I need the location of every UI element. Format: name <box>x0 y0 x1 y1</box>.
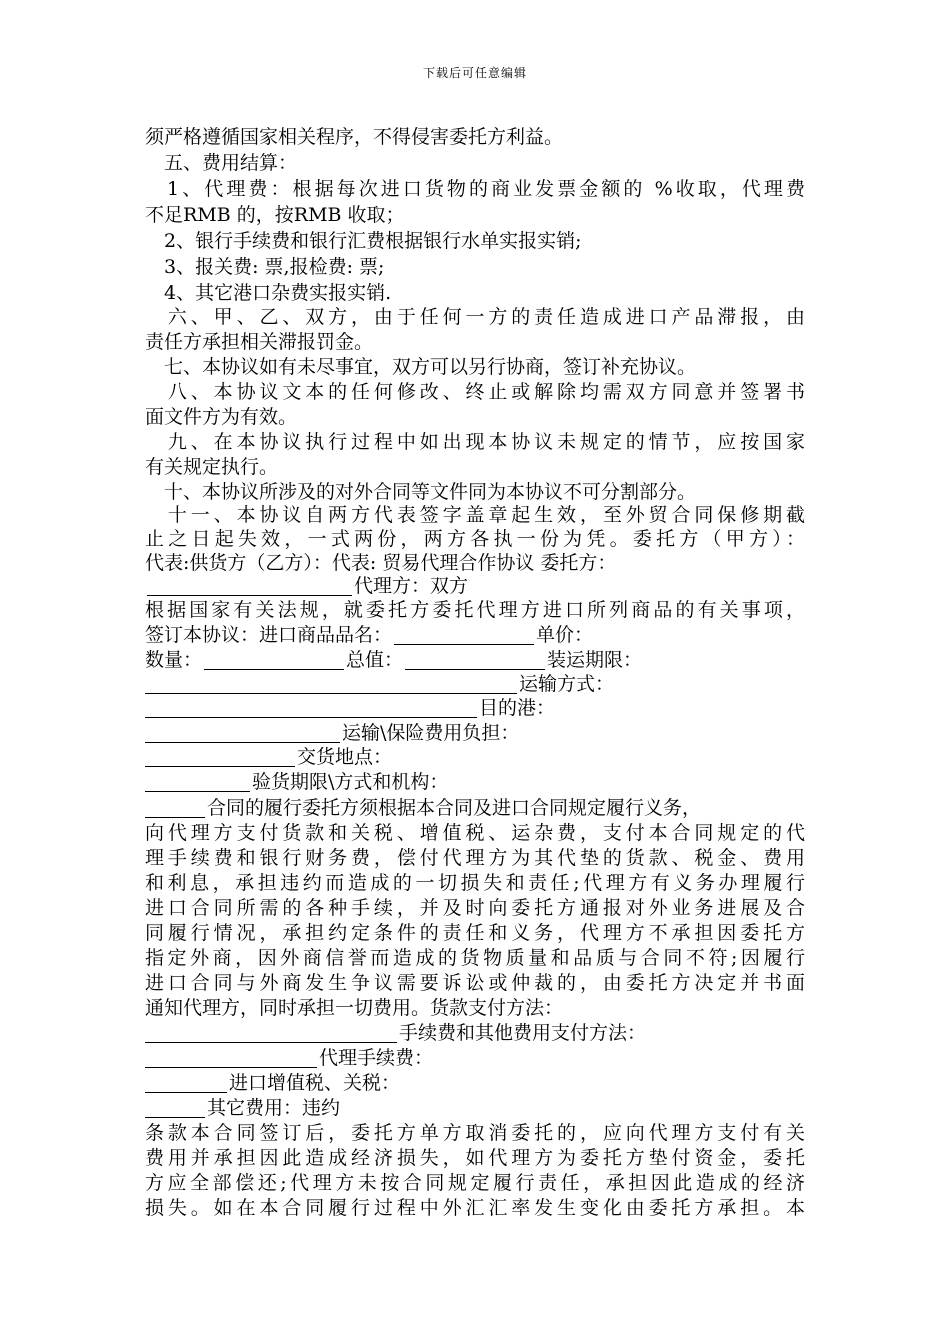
text-line: 3、报关费: 票,报检费: 票; <box>145 256 385 278</box>
label-transport-method: 运输方式： <box>519 673 615 695</box>
label-transport-insurance: 运输\保险费用负担： <box>342 722 520 744</box>
page-header: 下载后可任意编辑 <box>422 66 527 80</box>
blank-field <box>405 651 545 670</box>
form-row-fee-payment <box>145 1021 805 1045</box>
blank-field <box>145 748 295 767</box>
form-row-product <box>145 623 805 647</box>
text-segment: 合同的履行委托方须根据本合同及进口合同规定履行义务， <box>207 797 702 819</box>
text-line: 十、本协议所涉及的对外合同等文件同为本协议不可分割部分。 <box>145 481 697 503</box>
text-line: 八、本协议文本的任何修改、终止或解除均需双方同意并签署书 <box>145 381 805 403</box>
text-line: 1、代理费：根据每次进口货物的商业发票金额的 %收取，代理费 <box>145 178 805 200</box>
form-row-quantity <box>145 648 805 672</box>
form-row-agent <box>145 574 805 598</box>
text-line: 进口合同与外商发生争议需要诉讼或仲裁的，由委托方决定并书面 <box>145 972 805 994</box>
blank-field <box>394 626 534 645</box>
form-row-insurance <box>145 721 805 745</box>
text-line: 十一、本协议自两方代表签字盖章起生效，至外贸合同保修期截 <box>145 504 805 526</box>
text-line: 费用并承担因此造成经济损失，如代理方为委托方垫付资金，委托 <box>145 1147 805 1169</box>
form-row-delivery <box>145 745 805 769</box>
label-quantity: 数量： <box>145 649 203 671</box>
form-row-vat <box>145 1071 805 1095</box>
label-vat-tariff: 进口增值税、关税： <box>229 1072 401 1094</box>
text-line: 进口合同所需的各种手续，并及时向委托方通报对外业务进展及合 <box>145 897 805 919</box>
label-other-fees: 其它费用： <box>207 1097 303 1119</box>
text-line: 须严格遵循国家相关程序，不得侵害委托方利益。 <box>145 126 564 148</box>
label-agency-fee: 代理手续费： <box>319 1047 434 1069</box>
form-row-agency-fee <box>145 1046 805 1070</box>
label-fee-payment: 手续费和其他费用支付方法： <box>399 1022 647 1044</box>
blank-field <box>147 577 352 596</box>
text-line: 面文件方为有效。 <box>145 406 298 428</box>
text-line: 七、本协议如有未尽事宜，双方可以另行协商，签订补充协议。 <box>145 356 697 378</box>
blank-field <box>145 1049 317 1068</box>
blank-field <box>145 1024 397 1043</box>
text-line: 4、其它港口杂费实报实销. <box>145 282 392 304</box>
text-line: 同履行情况，承担约定条件的责任和义务，代理方不承担因委托方 <box>145 922 805 944</box>
text-line: 损失。如在本合同履行过程中外汇汇率发生变化由委托方承担。本 <box>145 1197 805 1219</box>
label-inspection: 验货期限\方式和机构： <box>252 771 449 793</box>
form-row-payment <box>145 996 805 1020</box>
text-line: 条款本合同签订后，委托方单方取消委托的，应向代理方支付有关 <box>145 1122 805 1144</box>
text-line: 方应全部偿还;代理方未按合同规定履行责任，承担因此造成的经济 <box>145 1172 805 1194</box>
blank-field <box>204 651 344 670</box>
text-line: 根据国家有关法规，就委托方委托代理方进口所列商品的有关事项， <box>145 599 805 621</box>
text-line: 不足RMB 的，按RMB 收取； <box>145 204 405 226</box>
form-row-transport <box>145 672 805 696</box>
text-segment: 代表:供货方（乙方）：代表: 贸易代理合作协议 委托方： <box>145 552 617 574</box>
label-agent: 代理方： <box>354 575 431 597</box>
form-row-inspection <box>145 770 805 794</box>
label-shipment-period: 装运期限： <box>547 649 643 671</box>
blank-field <box>145 675 517 694</box>
text-line: 和利息，承担违约而造成的一切损失和责任;代理方有义务办理履行 <box>145 872 805 894</box>
label-delivery-place: 交货地点： <box>297 746 393 768</box>
text-line: 责任方承担相关滞报罚金。 <box>145 331 374 353</box>
label-destination-port: 目的港： <box>479 697 556 719</box>
section-heading-fees: 五、费用结算： <box>145 152 298 174</box>
label-product-name: 签订本协议：进口商品品名： <box>145 624 393 646</box>
text-line: 向代理方支付货款和关税、增值税、运杂费，支付本合同规定的代 <box>145 822 805 844</box>
text-line: 止之日起失效，一式两份，两方各执一份为凭。委托方（甲方）： <box>145 528 805 550</box>
blank-field <box>145 1099 205 1118</box>
blank-field <box>145 699 477 718</box>
text-line: 六、甲、乙、双方，由于任何一方的责任造成进口产品滞报，由 <box>145 306 805 328</box>
label-unit-price: 单价： <box>536 624 594 646</box>
blank-field <box>145 1074 227 1093</box>
form-row-contract <box>145 796 805 820</box>
text-line: 有关规定执行。 <box>145 456 279 478</box>
form-row-parties <box>145 551 805 575</box>
text-line: 理手续费和银行财务费，偿付代理方为其代垫的货款、税金、费用 <box>145 847 805 869</box>
form-row-port <box>145 696 805 720</box>
text-segment: 双方 <box>430 575 469 597</box>
label-payment-method: 通知代理方，同时承担一切费用。货款支付方法： <box>145 997 564 1019</box>
blank-field <box>145 799 205 818</box>
blank-field <box>145 773 250 792</box>
blank-field <box>145 724 340 743</box>
text-line: 指定外商，因外商信誉而造成的货物质量和品质与合同不符;因履行 <box>145 947 805 969</box>
text-line: 2、银行手续费和银行汇费根据银行水单实报实销; <box>145 230 582 252</box>
text-line: 九、在本协议执行过程中如出现本协议未规定的情节，应按国家 <box>145 431 805 453</box>
text-segment: 违约 <box>302 1097 341 1119</box>
form-row-other-fees <box>145 1096 805 1120</box>
label-total-value: 总值： <box>346 649 404 671</box>
